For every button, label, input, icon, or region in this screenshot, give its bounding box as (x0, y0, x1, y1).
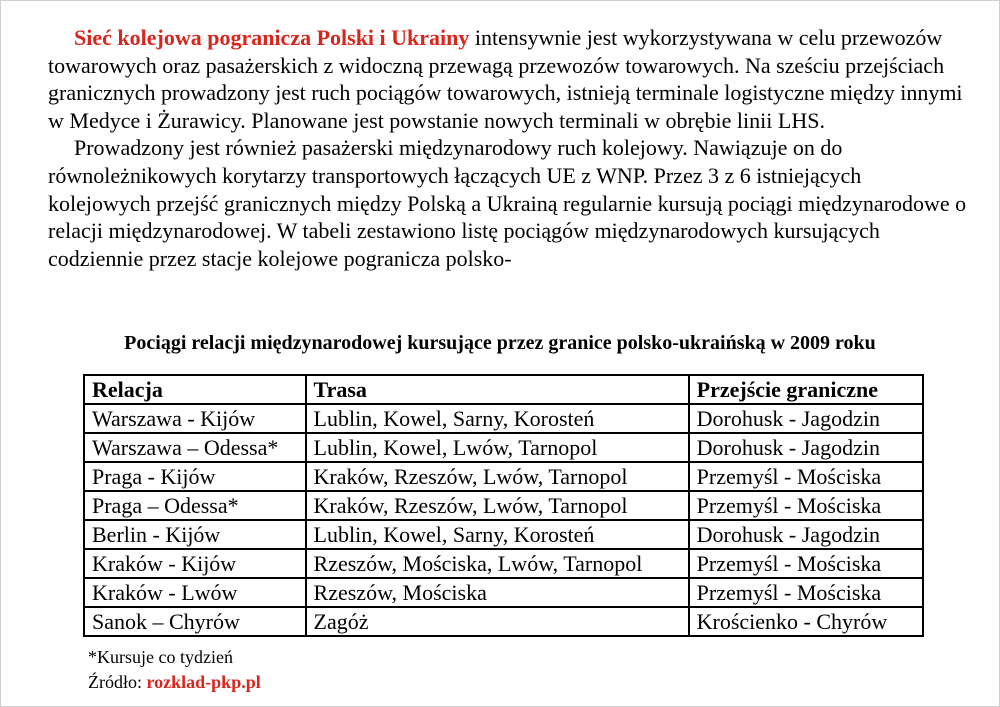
cell-przejscie: Dorohusk - Jagodzin (689, 404, 923, 433)
cell-trasa: Kraków, Rzeszów, Lwów, Tarnopol (306, 491, 689, 520)
source-label: Źródło: (88, 672, 147, 692)
cell-przejscie: Dorohusk - Jagodzin (689, 433, 923, 462)
table-row (84, 578, 923, 607)
cell-przejscie: Przemyśl - Mościska (689, 578, 923, 607)
table-title: Pociągi relacji międzynarodowej kursujące przez granice polsko-ukraińską w 2009 roku (124, 332, 876, 354)
footnotes (88, 645, 261, 695)
table-row (84, 491, 923, 520)
cell-relacja: Praga - Kijów (84, 462, 306, 491)
cell-przejscie: Przemyśl - Mościska (689, 462, 923, 491)
cell-trasa: Rzeszów, Mościska (306, 578, 689, 607)
table-row (84, 549, 923, 578)
source-link[interactable]: rozklad-pkp.pl (146, 672, 261, 692)
weekly-footnote: *Kursuje co tydzień (88, 647, 233, 667)
table-row (84, 462, 923, 491)
cell-trasa: Zagóż (306, 607, 689, 636)
table-row (84, 404, 923, 433)
paragraph-1-lead: Sieć kolejowa pogranicza Polski i Ukrainy (74, 25, 470, 50)
cell-trasa: Lublin, Kowel, Sarny, Korosteń (306, 520, 689, 549)
cell-relacja: Berlin - Kijów (84, 520, 306, 549)
table-row (84, 433, 923, 462)
paragraph-2: Prowadzony jest również pasażerski międzynarodowy ruch kolejowy. Nawiązuje on do równoleżnikowych korytarzy transportowych łączących UE z WNP. Przez 3 z 6 istniejących kolejowych przejść granicznych między Polską a Ukrainą regularnie kursują pociągi międzynarodowe o relacji międzynarodowej. W tabeli zestawiono listę pociągów międzynarodowych kursujących codziennie przez stacje kolejowe pogranicza polsko- (48, 135, 967, 271)
table-row (84, 607, 923, 636)
paragraph-1-text: intensywnie jest wykorzystywana w celu przewozów towarowych oraz pasażerskich z widoczną przewagą przewozów towarowych. Na sześciu przejściach granicznych prowadzony jest ruch pociągów towarowych, istnieją terminale logistyczne między innymi w Medyce i Żurawicy. Planowane jest powstanie nowych terminali w obrębie linii LHS. (48, 25, 963, 133)
table-row (84, 520, 923, 549)
source-line (88, 670, 261, 695)
header-trasa: Trasa (306, 375, 689, 404)
cell-trasa: Kraków, Rzeszów, Lwów, Tarnopol (306, 462, 689, 491)
header-relacja: Relacja (84, 375, 306, 404)
cell-relacja: Praga – Odessa* (84, 491, 306, 520)
cell-trasa: Rzeszów, Mościska, Lwów, Tarnopol (306, 549, 689, 578)
cell-trasa: Lublin, Kowel, Sarny, Korosteń (306, 404, 689, 433)
cell-przejscie: Krościenko - Chyrów (689, 607, 923, 636)
cell-relacja: Kraków - Lwów (84, 578, 306, 607)
cell-relacja: Sanok – Chyrów (84, 607, 306, 636)
cell-relacja: Kraków - Kijów (84, 549, 306, 578)
header-przejscie: Przejście graniczne (689, 375, 923, 404)
cell-trasa: Lublin, Kowel, Lwów, Tarnopol (306, 433, 689, 462)
table-header-row (84, 375, 923, 404)
cell-przejscie: Przemyśl - Mościska (689, 549, 923, 578)
paragraph-1 (48, 24, 968, 134)
cell-relacja: Warszawa – Odessa* (84, 433, 306, 462)
trains-table (83, 374, 924, 637)
body-text (48, 24, 968, 272)
cell-relacja: Warszawa - Kijów (84, 404, 306, 433)
cell-przejscie: Dorohusk - Jagodzin (689, 520, 923, 549)
cell-przejscie: Przemyśl - Mościska (689, 491, 923, 520)
